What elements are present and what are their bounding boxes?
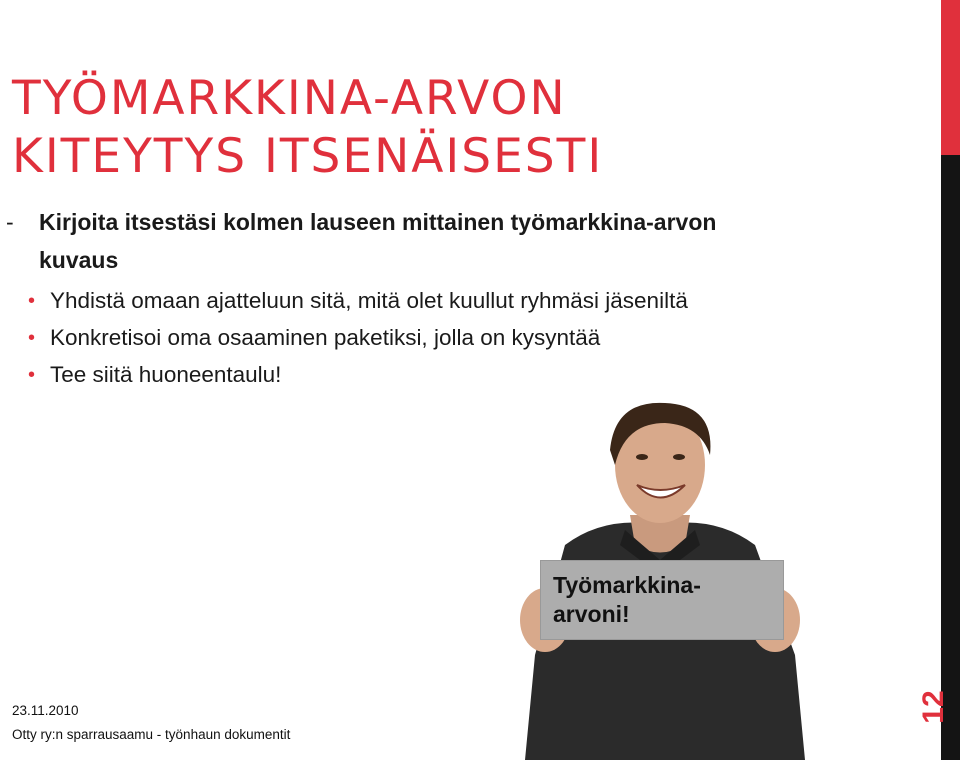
sign-line-1: Työmarkkina- (553, 572, 701, 598)
subheading-text: Kirjoita itsestäsi kolmen lauseen mittainen työmarkkina-arvon kuvaus (39, 209, 717, 273)
bullet-text: Konkretisoi oma osaaminen paketiksi, jolla on kysyntää (50, 325, 601, 350)
bullet-dot-icon: • (28, 290, 36, 312)
bullet-text: Tee siitä huoneentaulu! (50, 362, 282, 387)
subheading (6, 203, 796, 279)
right-accent-bar-red (941, 0, 960, 155)
sign-text (553, 571, 701, 629)
page-number: 12 (917, 690, 950, 724)
slide-title (12, 70, 603, 186)
footer-date: 23.11.2010 (12, 703, 79, 718)
bullet-list (28, 286, 788, 397)
slide-title-line-1: TYÖMARKKINA-ARVON (12, 71, 567, 126)
bullet-text: Yhdistä omaan ajatteluun sitä, mitä olet kuullut ryhmäsi jäseniltä (50, 288, 688, 313)
footer-organization: Otty ry:n sparrausaamu - työnhaun dokumentit (12, 727, 291, 742)
bullet-item (28, 286, 788, 316)
right-accent-bar (941, 0, 960, 760)
held-sign (540, 560, 784, 640)
bullet-dot-icon: • (28, 364, 36, 386)
bullet-item (28, 360, 788, 390)
bullet-item (28, 323, 788, 353)
subheading-dash: - (6, 209, 14, 235)
slide-title-line-2: KITEYTYS ITSENÄISESTI (12, 129, 604, 184)
sign-line-2: arvoni! (553, 601, 630, 627)
bullet-dot-icon: • (28, 327, 36, 349)
